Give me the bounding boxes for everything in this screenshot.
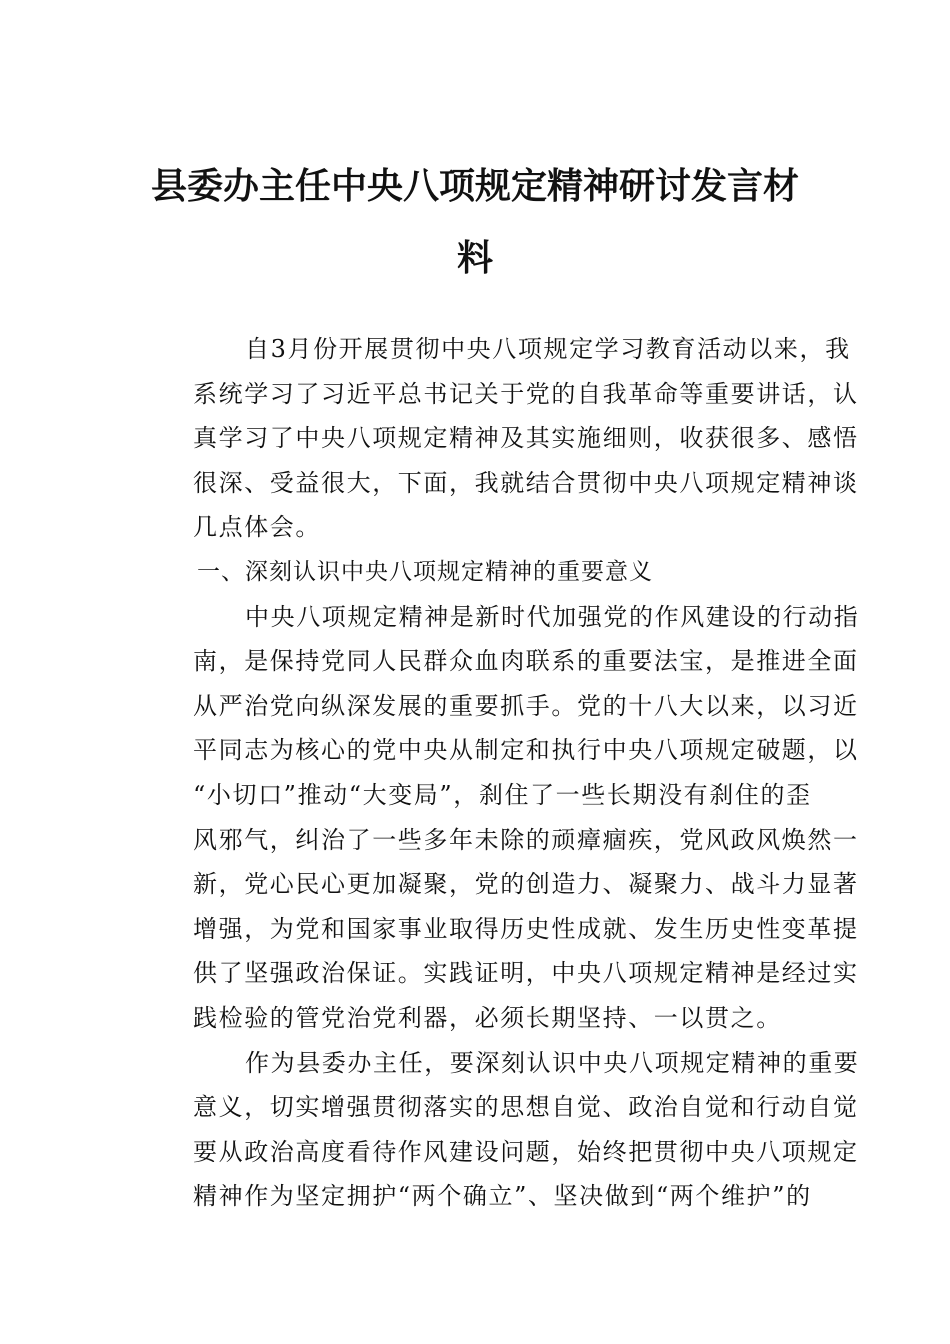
title-line-1: 县委办主任中央八项规定精神研讨发言材 [150, 165, 799, 207]
heading-text: 一、深刻认识中央八项规定精神的重要意义 [197, 558, 653, 585]
text-line: 南，是保持党同人民群众血肉联系的重要法宝，是推进全面 [193, 647, 859, 676]
text-line: 增强，为党和国家事业取得历史性成就、发生历史性变革提 [193, 914, 859, 943]
text-line: “小切口”推动“大变局”，刹住了一些长期没有刹住的歪 [193, 780, 812, 809]
text-line: 作为县委办主任，要深刻认识中央八项规定精神的重要 [245, 1048, 860, 1077]
title-line-2: 料 [456, 237, 493, 279]
text-line: 供了坚强政治保证。实践证明，中央八项规定精神是经过实 [193, 959, 859, 988]
text-line: 自3月份开展贯彻中央八项规定学习教育活动以来，我 [245, 335, 851, 363]
text-line: 意义，切实增强贯彻落实的思想自觉、政治自觉和行动自觉 [193, 1093, 859, 1122]
text-line: 新，党心民心更加凝聚，党的创造力、凝聚力、战斗力显著 [193, 870, 859, 899]
text-line: 几点体会。 [193, 513, 321, 542]
document-title [140, 150, 810, 294]
text-line: 很深、受益很大，下面，我就结合贯彻中央八项规定精神谈 [193, 468, 859, 497]
document-body [145, 327, 860, 1219]
text-line: 真学习了中央八项规定精神及其实施细则，收获很多、感悟 [193, 424, 859, 453]
text-line: 中央八项规定精神是新时代加强党的作风建设的行动指 [245, 602, 860, 631]
text-line: 要从政治高度看待作风建设问题，始终把贯彻中央八项规定 [193, 1137, 859, 1166]
paragraph-county-office [145, 1041, 860, 1219]
text-line: 系统学习了习近平总书记关于党的自我革命等重要讲话，认 [193, 379, 859, 408]
text-line: 从严治党向纵深发展的重要抓手。党的十八大以来，以习近 [193, 691, 859, 720]
text-line: 风邪气，纠治了一些多年未除的顽瘴痼疾，党风政风焕然一 [193, 825, 859, 854]
text-line: 精神作为坚定拥护“两个确立”、坚决做到“两个维护”的 [193, 1182, 812, 1211]
paragraph-intro [145, 327, 859, 550]
section-heading [145, 550, 811, 595]
text-line: 平同志为核心的党中央从制定和执行中央八项规定破题，以 [193, 736, 859, 765]
text-line: 践检验的管党治党利器，必须长期坚持、一以贯之。 [193, 1003, 782, 1032]
paragraph-significance [145, 595, 860, 1041]
